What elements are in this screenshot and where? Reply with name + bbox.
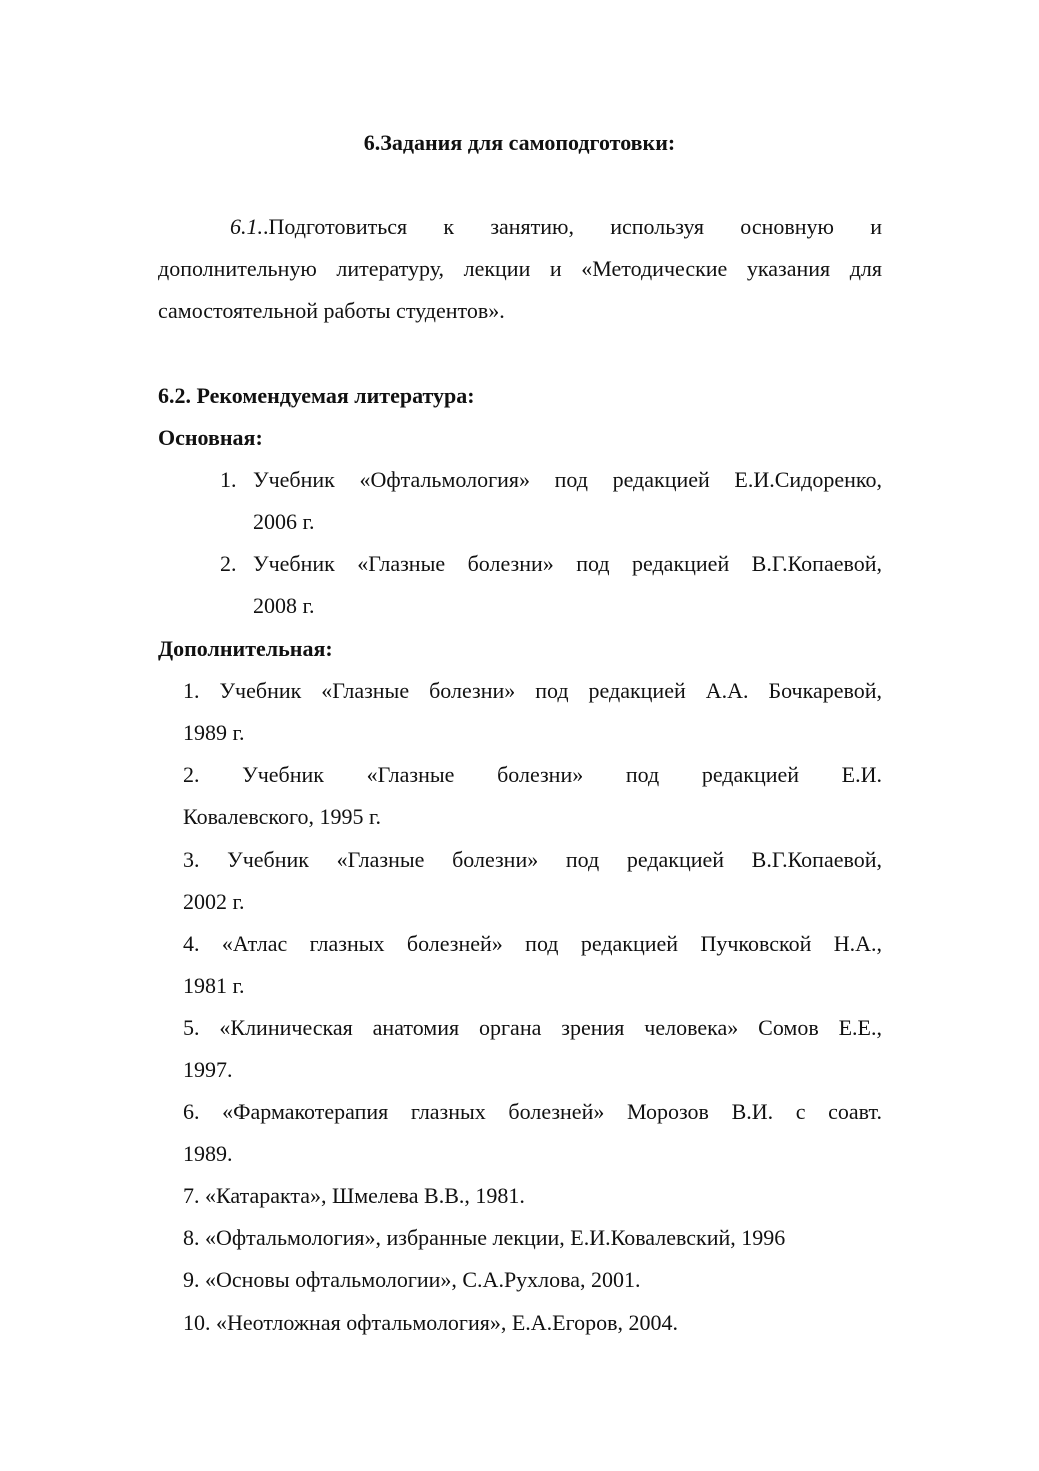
- extra-item-4-line-1: 4. «Атлас глазных болезней» под редакцией Пучковской Н.А.,: [183, 931, 882, 956]
- paragraph-6-1-line-2: дополнительную литературу, лекции и «Методические указания для: [158, 256, 882, 281]
- main-item-1-line-2: 2006 г.: [253, 509, 315, 534]
- extra-item-6-line-2: 1989.: [183, 1141, 233, 1166]
- literature-heading: 6.2. Рекомендуемая литература:: [158, 383, 475, 408]
- extra-item-5-line-1: 5. «Клиническая анатомия органа зрения человека» Сомов Е.Е.,: [183, 1015, 882, 1040]
- main-item-1-line-1: Учебник «Офтальмология» под редакцией Е.И.Сидоренко,: [253, 467, 882, 492]
- main-item-2-number: 2.: [220, 551, 237, 576]
- extra-item-6-line-1: 6. «Фармакотерапия глазных болезней» Морозов В.И. с соавт.: [183, 1099, 882, 1124]
- extra-item-10: 10. «Неотложная офтальмология», Е.А.Егоров, 2004.: [183, 1310, 678, 1335]
- paragraph-6-1-line-1: [230, 214, 882, 240]
- extra-item-2-line-2: Ковалевского, 1995 г.: [183, 804, 381, 829]
- main-literature-heading: Основная:: [158, 425, 263, 450]
- main-item-1-number: 1.: [220, 467, 237, 492]
- extra-item-3-line-2: 2002 г.: [183, 889, 245, 914]
- extra-literature-heading: Дополнительная:: [158, 636, 333, 661]
- extra-item-1-line-2: 1989 г.: [183, 720, 245, 745]
- main-item-2-line-1: Учебник «Глазные болезни» под редакцией В.Г.Копаевой,: [253, 551, 882, 576]
- paragraph-6-1-line-3: самостоятельной работы студентов».: [158, 298, 505, 323]
- extra-item-5-line-2: 1997.: [183, 1057, 233, 1082]
- extra-item-3-line-1: 3. Учебник «Глазные болезни» под редакцией В.Г.Копаевой,: [183, 847, 882, 872]
- extra-item-4-line-2: 1981 г.: [183, 973, 245, 998]
- paragraph-6-1-number: 6.1.: [230, 214, 263, 239]
- extra-item-7: 7. «Катаракта», Шмелева В.В., 1981.: [183, 1183, 525, 1208]
- main-item-2-line-2: 2008 г.: [253, 593, 315, 618]
- extra-item-8: 8. «Офтальмология», избранные лекции, Е.И.Ковалевский, 1996: [183, 1225, 786, 1250]
- extra-item-9: 9. «Основы офтальмологии», С.А.Рухлова, 2001.: [183, 1267, 641, 1292]
- extra-item-2-line-1: 2. Учебник «Глазные болезни» под редакцией Е.И.: [183, 762, 882, 787]
- page-title: 6.Задания для самоподготовки:: [363, 130, 676, 155]
- extra-item-1-line-1: 1. Учебник «Глазные болезни» под редакцией А.А. Бочкаревой,: [183, 678, 882, 703]
- paragraph-6-1-text-1: .Подготовиться к занятию, используя основную и: [263, 214, 882, 239]
